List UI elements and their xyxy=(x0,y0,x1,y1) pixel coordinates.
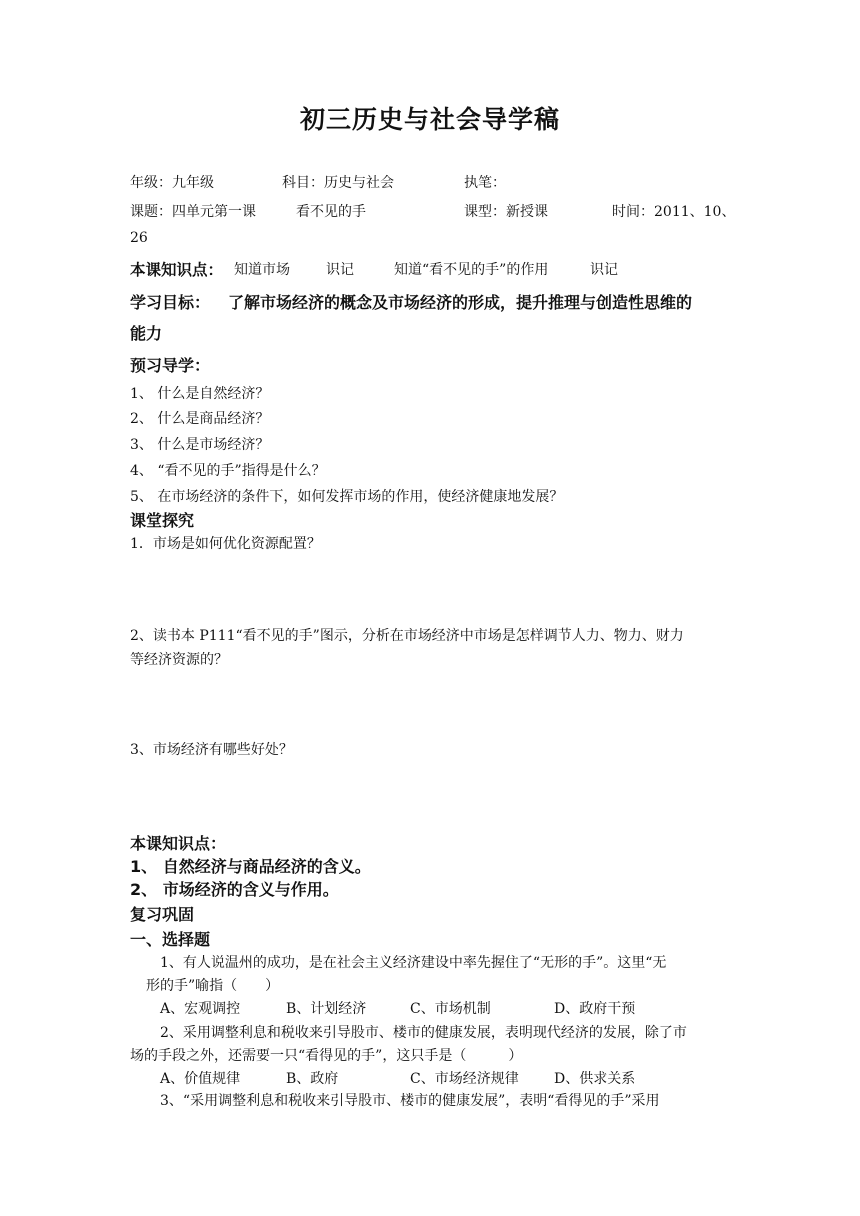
q2-option-c: C、市场经济规律 xyxy=(410,1071,519,1087)
q1-option-a: A、宏观调控 xyxy=(160,1001,241,1017)
goal-text-1: 了解市场经济的概念及市场经济的形成，提升推理与创造性思维的 xyxy=(228,293,693,312)
knowledge-level-2: 识记 xyxy=(590,262,618,278)
subject-label: 科目：历史与社会 xyxy=(282,175,394,191)
topic-label: 课题：四单元第一课 xyxy=(130,204,256,220)
knowledge-item-2: 知道“看不见的手”的作用 xyxy=(394,262,549,278)
review-heading: 复习巩固 xyxy=(130,905,195,924)
lesson-type-label: 课型：新授课 xyxy=(464,204,548,220)
q1-option-d: D、政府干预 xyxy=(554,1001,636,1017)
q2-option-b: B、政府 xyxy=(286,1071,339,1087)
summary-heading: 本课知识点： xyxy=(130,834,227,853)
q2-option-d: D、供求关系 xyxy=(554,1071,636,1087)
explore-heading: 课堂探究 xyxy=(130,511,195,530)
knowledge-item-1: 知道市场 xyxy=(234,262,290,278)
time-label: 时间：2011、10、 xyxy=(612,204,736,220)
review-question-3: 3、“采用调整利息和税收来引导股市、楼市的健康发展”，表明“看得见的手”采用 xyxy=(160,1093,660,1109)
choice-section-heading: 一、选择题 xyxy=(130,930,211,949)
knowledge-label: 本课知识点： xyxy=(130,261,224,279)
writer-label: 执笔： xyxy=(464,175,506,191)
explore-question-3: 3、市场经济有哪些好处？ xyxy=(130,742,293,758)
grade-label: 年级：九年级 xyxy=(130,175,214,191)
time-continuation: 26 xyxy=(130,230,148,246)
preview-item-1: 1、 什么是自然经济？ xyxy=(130,386,270,402)
review-question-1: 1、有人说温州的成功，是在社会主义经济建设中率先握住了“无形的手”。这里“无 xyxy=(160,955,667,971)
preview-item-4: 4、 “看不见的手”指得是什么？ xyxy=(130,463,326,479)
q1-option-c: C、市场机制 xyxy=(410,1001,491,1017)
explore-question-1: 1．市场是如何优化资源配置？ xyxy=(130,536,321,552)
knowledge-level-1: 识记 xyxy=(326,262,354,278)
summary-item-1: 1、 自然经济与商品经济的含义。 xyxy=(130,857,371,876)
q1-option-b: B、计划经济 xyxy=(286,1001,367,1017)
review-question-1-cont: 形的手”喻指（ ） xyxy=(146,978,280,994)
summary-item-2: 2、 市场经济的含义与作用。 xyxy=(130,880,339,899)
review-question-2: 2、采用调整利息和税收来引导股市、楼市的健康发展，表明现代经济的发展，除了市 xyxy=(160,1025,687,1041)
q2-option-a: A、价值规律 xyxy=(160,1071,241,1087)
goal-label: 学习目标： xyxy=(130,293,211,312)
topic-name: 看不见的手 xyxy=(296,204,366,220)
document-title: 初三历史与社会导学稿 xyxy=(299,105,560,134)
goal-text-2: 能力 xyxy=(130,324,163,343)
explore-question-2-cont: 等经济资源的？ xyxy=(130,652,228,668)
preview-item-5: 5、 在市场经济的条件下，如何发挥市场的作用，使经济健康地发展？ xyxy=(130,489,564,505)
review-question-2-cont: 场的手段之外，还需要一只“看得见的手”，这只手是（ ） xyxy=(130,1048,523,1064)
preview-heading: 预习导学： xyxy=(130,356,211,375)
preview-item-2: 2、 什么是商品经济？ xyxy=(130,411,270,427)
explore-question-2: 2、读书本 P111“看不见的手”图示，分析在市场经济中市场是怎样调节人力、物力、财力 xyxy=(130,628,684,644)
preview-item-3: 3、 什么是市场经济？ xyxy=(130,437,270,453)
